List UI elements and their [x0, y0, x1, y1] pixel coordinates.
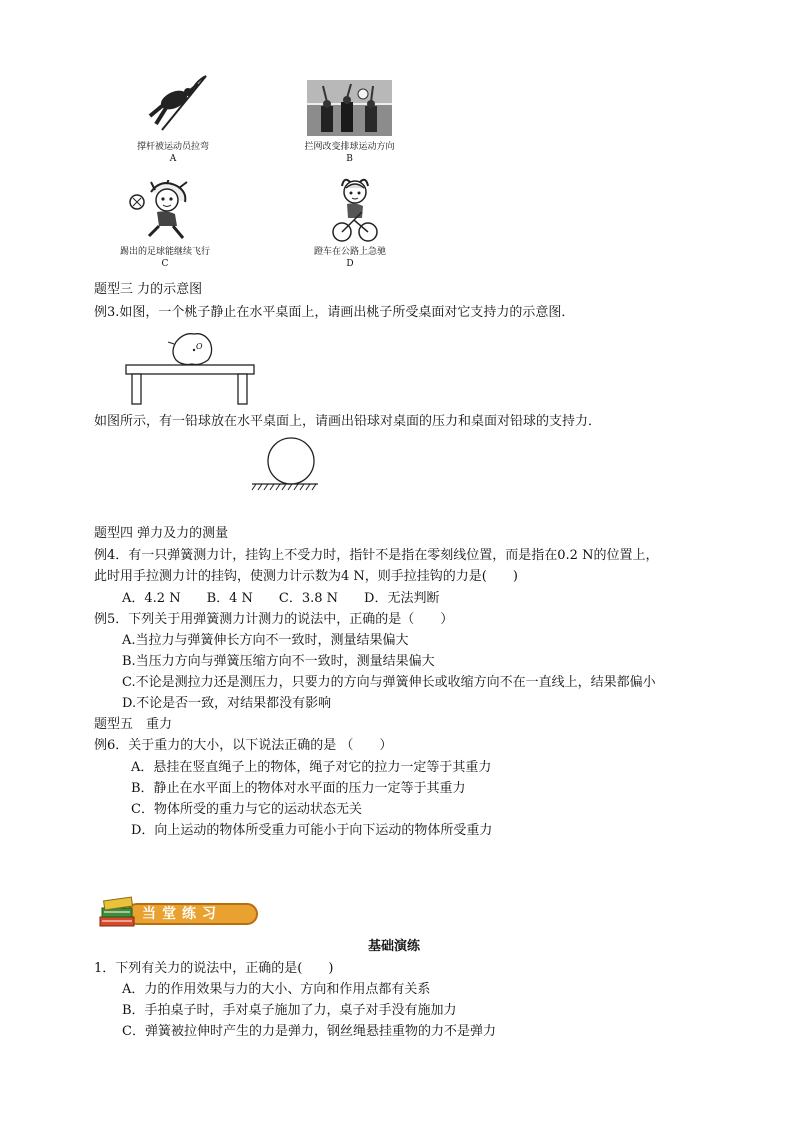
example5-option-b: B.当压力方向与弹簧压缩方向不一致时，测量结果偏大 [122, 654, 435, 669]
section3-title: 题型三 力的示意图 [94, 282, 203, 297]
example3-text: 例3.如图，一个桃子静止在水平桌面上，请画出桃子所受桌面对它支持力的示意图． [94, 305, 575, 320]
pole-vault-photo [140, 72, 210, 132]
peach-center-label: O [196, 342, 203, 351]
mascot-kicking-ball [127, 180, 199, 242]
mascot-cycling [332, 176, 378, 244]
q1-stem: 1．下列有关力的说法中，正确的是( ) [94, 961, 334, 976]
section5-title: 题型五 重力 [94, 717, 173, 732]
example5-option-a: A.当拉力与弹簧伸长方向不一致时，测量结果偏大 [122, 633, 409, 648]
figure-d-letter: D [346, 259, 354, 269]
practice-subtitle: 基础演练 [368, 939, 421, 954]
figure-b-letter: B [346, 154, 353, 164]
figure-a-caption: 撑杆被运动员拉弯 [136, 142, 209, 152]
section4-title: 题型四 弹力及力的测量 [94, 526, 229, 541]
q1-option-b: B．手拍桌子时，手对桌子施加了力，桌子对手没有施加力 [122, 1003, 457, 1018]
example5-option-d: D.不论是否一致，对结果都没有影响 [122, 696, 332, 711]
example5-stem: 例5．下列关于用弹簧测力计测力的说法中，正确的是（ ） [94, 612, 454, 627]
example4-options: A．4.2 N B．4 N C．3.8 N D．无法判断 [122, 591, 440, 606]
volleyball-block-photo [307, 80, 392, 136]
q1-option-c: C．弹簧被拉伸时产生的力是弹力，钢丝绳悬挂重物的力不是弹力 [122, 1024, 496, 1039]
banner-text: 当堂练习 [142, 906, 222, 922]
example6-option-c: C．物体所受的重力与它的运动状态无关 [131, 802, 362, 817]
example6-stem: 例6．关于重力的大小，以下说法正确的是 （ ） [94, 738, 393, 753]
lead-ball-diagram [250, 436, 320, 494]
peach-on-table-diagram [124, 324, 256, 406]
example5-option-c: C.不论是测拉力还是测压力，只要力的方向与弹簧伸长或收缩方向不在一直线上，结果都偏小 [122, 675, 656, 690]
example6-option-b: B．静止在水平面上的物体对水平面的压力一定等于其重力 [131, 781, 466, 796]
example6-option-a: A．悬挂在竖直绳子上的物体，绳子对它的拉力一定等于其重力 [131, 760, 492, 775]
example6-option-d: D．向上运动的物体所受重力可能小于向下运动的物体所受重力 [131, 823, 493, 838]
figure-c-letter: C [161, 259, 169, 269]
example4-line1: 例4．有一只弹簧测力计，挂钩上不受力时，指针不是指在零刻线位置，而是指在0.2 N的位置上， [94, 548, 659, 563]
figure-a-letter: A [169, 154, 177, 164]
q1-option-a: A．力的作用效果与力的大小、方向和作用点都有关系 [122, 982, 431, 997]
figure-b-caption: 拦网改变排球运动方向 [304, 142, 395, 152]
lead-ball-question: 如图所示，有一铅球放在水平桌面上，请画出铅球对桌面的压力和桌面对铅球的支持力． [94, 414, 602, 429]
books-icon [96, 895, 140, 929]
figure-c-caption: 踢出的足球能继续飞行 [119, 247, 210, 257]
figure-d-caption: 蹬车在公路上急驰 [313, 247, 386, 257]
example4-line2: 此时用手拉测力计的挂钩，使测力计示数为4 N，则手拉挂钩的力是( ) [94, 569, 518, 584]
practice-banner [96, 895, 262, 929]
